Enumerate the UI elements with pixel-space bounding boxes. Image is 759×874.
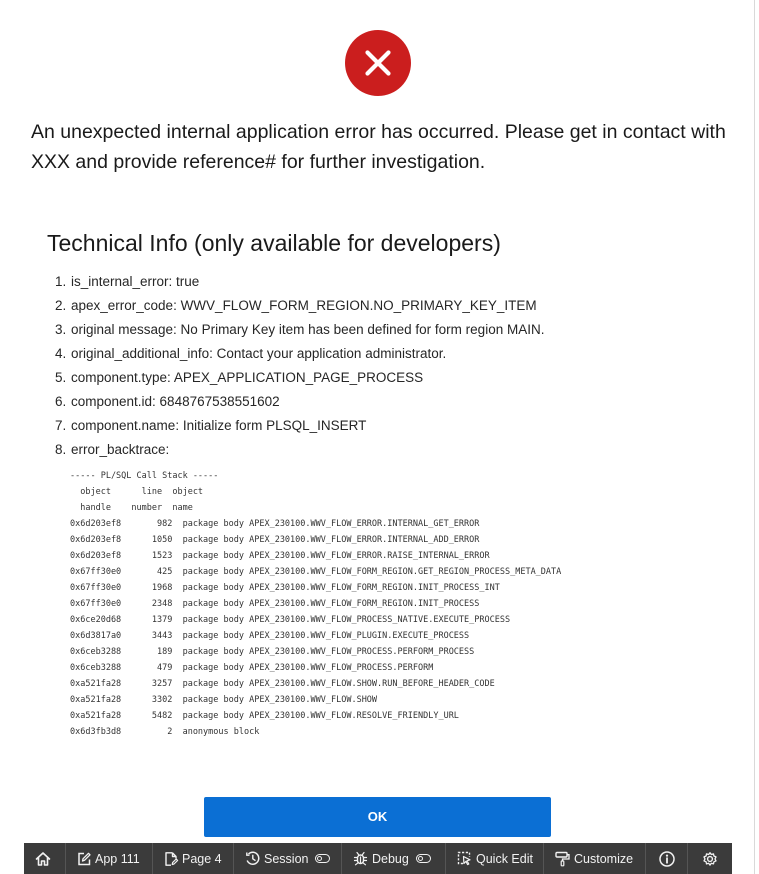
- toolbar-info[interactable]: [646, 843, 688, 874]
- list-item-number: 4.: [55, 346, 67, 361]
- toolbar-debug[interactable]: [342, 843, 446, 874]
- list-item-number: 8.: [55, 442, 67, 457]
- toolbar-quick-edit-label: Quick Edit: [476, 851, 533, 866]
- backtrace-line: 0x67ff30e0 2348 package body APEX_230100.WWV_FLOW_FORM_REGION.INIT_PROCESS: [70, 599, 480, 609]
- list-item-text: original_additional_info: Contact your application administrator.: [71, 346, 447, 361]
- list-item-number: 7.: [55, 418, 67, 433]
- toolbar-app[interactable]: [66, 843, 153, 874]
- home-icon: [34, 850, 52, 868]
- ok-button[interactable]: OK: [204, 797, 551, 837]
- debug-toggle-icon[interactable]: [416, 854, 431, 863]
- list-item-text: component.id: 6848767538551602: [71, 394, 280, 409]
- edit-icon: [76, 851, 92, 867]
- list-item-text: error_backtrace:: [71, 442, 170, 457]
- backtrace-line: 0xa521fa28 3257 package body APEX_230100.WWV_FLOW.SHOW.RUN_BEFORE_HEADER_CODE: [70, 679, 495, 689]
- list-item-text: apex_error_code: WWV_FLOW_FORM_REGION.NO_PRIMARY_KEY_ITEM: [71, 298, 537, 313]
- toolbar-debug-label: Debug: [372, 851, 409, 866]
- list-item-text: is_internal_error: true: [71, 274, 200, 289]
- backtrace-line: 0x6d203ef8 1523 package body APEX_230100.WWV_FLOW_ERROR.RAISE_INTERNAL_ERROR: [70, 551, 490, 561]
- backtrace-line: object line object: [70, 487, 204, 497]
- toolbar-settings[interactable]: [688, 843, 732, 874]
- info-icon: [658, 850, 676, 868]
- list-item-text: original message: No Primary Key item has been defined for form region MAIN.: [71, 322, 545, 337]
- backtrace-line: 0x6d203ef8 1050 package body APEX_230100.WWV_FLOW_ERROR.INTERNAL_ADD_ERROR: [70, 535, 480, 545]
- error-circle-x-icon: [345, 30, 411, 96]
- toolbar-page-label: Page 4: [182, 851, 222, 866]
- paint-roller-icon: [554, 850, 571, 867]
- toolbar-session[interactable]: [234, 843, 342, 874]
- backtrace-line: ----- PL/SQL Call Stack -----: [70, 471, 219, 481]
- list-item-number: 6.: [55, 394, 67, 409]
- quick-edit-icon: [456, 850, 473, 867]
- backtrace-line: 0x67ff30e0 1968 package body APEX_230100.WWV_FLOW_FORM_REGION.INIT_PROCESS_INT: [70, 583, 500, 593]
- backtrace-line: 0x6ceb3288 479 package body APEX_230100.WWV_FLOW_PROCESS.PERFORM: [70, 663, 434, 673]
- page-edit-icon: [163, 851, 179, 867]
- backtrace-line: 0x6d3817a0 3443 package body APEX_230100.WWV_FLOW_PLUGIN.EXECUTE_PROCESS: [70, 631, 470, 641]
- backtrace-line: 0xa521fa28 3302 package body APEX_230100.WWV_FLOW.SHOW: [70, 695, 378, 705]
- bug-icon: [352, 850, 369, 867]
- toolbar-session-label: Session: [264, 851, 309, 866]
- list-item-number: 2.: [55, 298, 67, 313]
- page-right-border: [754, 0, 755, 874]
- backtrace-line: 0x6d3fb3d8 2 anonymous block: [70, 727, 260, 737]
- toolbar-customize-label: Customize: [574, 851, 634, 866]
- list-item-number: 5.: [55, 370, 67, 385]
- toolbar-page[interactable]: [153, 843, 234, 874]
- toolbar-app-label: App 111: [95, 851, 140, 866]
- gear-icon: [701, 850, 719, 868]
- session-clock-icon: [244, 850, 261, 867]
- backtrace-line: 0x6d203ef8 982 package body APEX_230100.WWV_FLOW_ERROR.INTERNAL_GET_ERROR: [70, 519, 480, 529]
- toolbar-quick-edit[interactable]: [446, 843, 544, 874]
- backtrace-line: 0x6ce20d68 1379 package body APEX_230100.WWV_FLOW_PROCESS_NATIVE.EXECUTE_PROCESS: [70, 615, 511, 625]
- backtrace-line: handle number name: [70, 503, 193, 513]
- list-item-text: component.type: APEX_APPLICATION_PAGE_PROCESS: [71, 370, 424, 385]
- technical-info-title: Technical Info (only available for developers): [47, 230, 501, 256]
- toolbar-customize[interactable]: [544, 843, 646, 874]
- list-item-number: 1.: [55, 274, 67, 289]
- session-toggle-icon[interactable]: [315, 854, 330, 863]
- backtrace-line: 0xa521fa28 5482 package body APEX_230100.WWV_FLOW.RESOLVE_FRIENDLY_URL: [70, 711, 459, 721]
- backtrace-line: 0x6ceb3288 189 package body APEX_230100.WWV_FLOW_PROCESS.PERFORM_PROCESS: [70, 647, 475, 657]
- list-item-number: 3.: [55, 322, 67, 337]
- developer-toolbar: [24, 843, 732, 874]
- list-item-text: component.name: Initialize form PLSQL_INSERT: [71, 418, 367, 433]
- toolbar-home[interactable]: [24, 843, 66, 874]
- backtrace-line: 0x67ff30e0 425 package body APEX_230100.WWV_FLOW_FORM_REGION.GET_REGION_PROCESS_META_DATA: [70, 567, 562, 577]
- error-backtrace: [70, 468, 561, 740]
- error-message: An unexpected internal application error has occurred. Please get in contact with XXX and provide reference# for further investigation.: [31, 121, 726, 173]
